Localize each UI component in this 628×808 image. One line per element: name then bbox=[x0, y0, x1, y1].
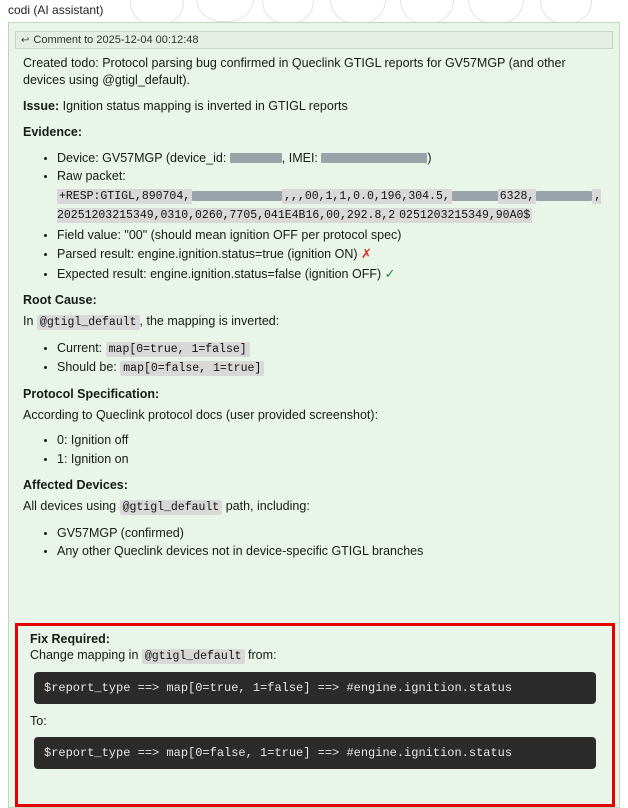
fix-required-content bbox=[18, 626, 612, 784]
evidence-parsed-result bbox=[57, 245, 605, 263]
issue-text: Ignition status mapping is inverted in GTIGL reports bbox=[62, 98, 348, 113]
fix-to-label: To: bbox=[30, 714, 47, 728]
affected-suffix: path, including: bbox=[225, 499, 310, 514]
raw-packet-line-1b: ,,,00,1,1,0.0,196,304.5, bbox=[284, 190, 450, 204]
device-prefix: Device: GV57MGP (device_id: bbox=[57, 150, 227, 165]
root-cause-code: @gtigl_default bbox=[37, 315, 140, 330]
intro-paragraph: Created todo: Protocol parsing bug confirmed in Queclink GTIGL reports for GV57MGP (and other devices using @gtigl_default). bbox=[23, 56, 566, 87]
affected-line bbox=[23, 498, 605, 516]
affected-prefix: All devices using bbox=[23, 499, 117, 514]
evidence-device-item bbox=[57, 150, 605, 167]
device-mid: , IMEI: bbox=[281, 150, 318, 165]
comment-header-text: Comment to 2025-12-04 00:12:48 bbox=[33, 34, 199, 46]
redacted-device-id bbox=[230, 153, 282, 163]
redacted-imei bbox=[321, 153, 427, 163]
parsed-result-text: Parsed result: engine.ignition.status=true (ignition ON) bbox=[57, 247, 358, 262]
evidence-list bbox=[23, 150, 605, 284]
affected-label: Affected Devices: bbox=[23, 478, 128, 493]
raw-packet-block bbox=[57, 187, 602, 224]
device-suffix: ) bbox=[427, 150, 432, 165]
redacted-packet-field-3 bbox=[536, 191, 592, 201]
root-cause-prefix: In bbox=[23, 314, 34, 329]
root-cause-suffix: , the mapping is inverted: bbox=[139, 314, 280, 329]
app-title: codi (AI assistant) bbox=[8, 3, 104, 17]
fix-required-label: Fix Required: bbox=[30, 632, 110, 646]
comment-card bbox=[8, 22, 620, 808]
protocol-item-1: • 1: Ignition on bbox=[57, 451, 605, 468]
raw-packet-label: Raw packet: bbox=[57, 169, 126, 184]
evidence-label: Evidence: bbox=[23, 124, 83, 139]
affected-item-0: • GV57MGP (confirmed) bbox=[57, 525, 605, 542]
current-mapping-item bbox=[57, 340, 605, 358]
protocol-label: Protocol Specification: bbox=[23, 386, 160, 401]
issue-label: Issue: bbox=[23, 98, 60, 113]
fix-from-codeblock: $report_type ==> map[0=true, 1=false] ==> #engine.ignition.status bbox=[34, 672, 596, 704]
evidence-field-value: • Field value: "00" (should mean ignition OFF per protocol spec) bbox=[57, 227, 605, 244]
fix-change-suffix: from: bbox=[248, 648, 277, 662]
fix-to-codeblock: $report_type ==> map[0=false, 1=true] ==> #engine.ignition.status bbox=[34, 737, 596, 769]
raw-packet-line-2: 6328, bbox=[499, 190, 535, 204]
redacted-packet-field-1 bbox=[192, 191, 282, 201]
root-cause-label: Root Cause: bbox=[23, 293, 97, 308]
protocol-text: According to Queclink protocol docs (user provided screenshot): bbox=[23, 407, 379, 422]
comment-body bbox=[9, 49, 619, 560]
root-cause-line bbox=[23, 313, 605, 331]
affected-list bbox=[23, 525, 605, 561]
fix-change-prefix: Change mapping in bbox=[30, 648, 139, 662]
reply-arrow-icon: ↩ bbox=[21, 34, 30, 46]
fix-change-line bbox=[30, 648, 600, 663]
expected-result-text: Expected result: engine.ignition.status=false (ignition OFF) bbox=[57, 267, 382, 282]
issue-line bbox=[23, 98, 605, 115]
comment-header-bar[interactable] bbox=[15, 31, 613, 49]
current-label: Current: bbox=[57, 340, 103, 355]
protocol-item-0: • 0: Ignition off bbox=[57, 432, 605, 449]
check-mark-icon: ✓ bbox=[384, 266, 396, 282]
should-code: map[0=false, 1=true] bbox=[120, 361, 264, 376]
raw-packet-line-2b: ,20251203215349,0310,0260,7705,041E4B16,00,292.8,2 bbox=[57, 190, 602, 222]
protocol-list bbox=[23, 432, 605, 468]
should-mapping-item bbox=[57, 359, 605, 377]
evidence-raw-packet-item bbox=[57, 168, 605, 224]
evidence-expected-result bbox=[57, 265, 605, 283]
affected-item-1: • Any other Queclink devices not in device-specific GTIGL branches bbox=[57, 543, 605, 560]
cross-mark-icon: ✗ bbox=[361, 246, 372, 262]
fix-change-code: @gtigl_default bbox=[142, 649, 245, 664]
current-code: map[0=true, 1=false] bbox=[106, 342, 250, 357]
affected-code: @gtigl_default bbox=[120, 500, 223, 515]
mapping-list bbox=[23, 340, 605, 377]
redacted-packet-field-2 bbox=[452, 191, 498, 201]
raw-packet-line-3: 0251203215349,90A0$ bbox=[399, 208, 531, 222]
raw-packet-line-1: +RESP:GTIGL,890704, bbox=[59, 190, 191, 204]
fix-required-highlight bbox=[15, 623, 615, 807]
should-label: Should be: bbox=[57, 360, 117, 375]
